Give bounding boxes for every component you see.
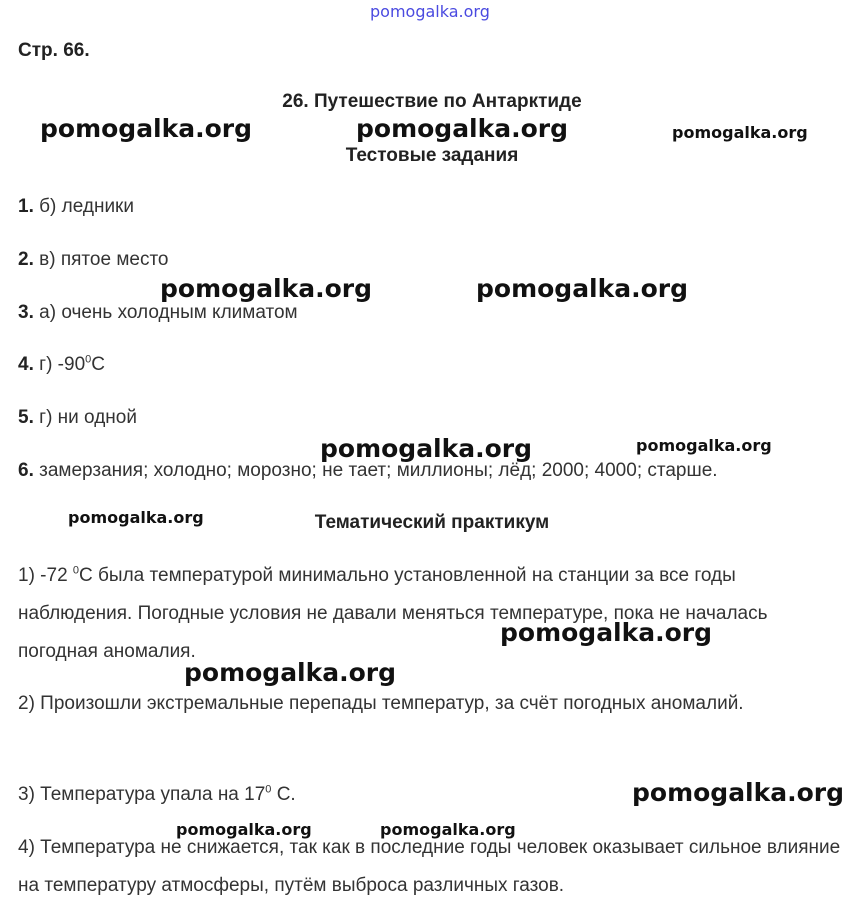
answer-number: 4. (18, 354, 34, 375)
watermark: pomogalka.org (176, 820, 312, 839)
watermark: pomogalka.org (320, 434, 533, 463)
practicum-paragraph (18, 557, 848, 671)
practicum-title: Тематический практикум (314, 512, 550, 533)
watermark: pomogalka.org (68, 508, 204, 527)
watermark: pomogalka.org (356, 114, 569, 143)
answer-text: б) ледники (39, 196, 134, 217)
paragraph-text: 1) -72 (18, 565, 73, 586)
answer-number: 5. (18, 407, 34, 428)
degree-superscript: 0 (85, 353, 92, 366)
answer-number: 3. (18, 302, 34, 323)
answer-number: 1. (18, 196, 34, 217)
answer-item (18, 249, 169, 271)
degree-superscript: 0 (72, 564, 80, 577)
answer-item (18, 460, 718, 482)
answer-text-unit: С (91, 354, 105, 375)
watermark: pomogalka.org (636, 436, 772, 455)
watermark: pomogalka.org (476, 274, 689, 303)
answer-text: в) пятое место (39, 249, 169, 270)
answer-number: 2. (18, 249, 34, 270)
paragraph-text: 3) Температура упала на 17 (18, 784, 266, 805)
paragraph-text: 4) Температура не снижается, так как в последние годы человек оказывает сильное влияние на температуру атмосферы, путём выброса различных газов. (18, 837, 841, 896)
section-title: 26. Путешествие по Антарктиде (282, 91, 582, 112)
paragraph-text: 2) Произошли экстремальные перепады температур, за счёт погодных аномалий. (18, 693, 744, 714)
answer-text: замерзания; холодно; морозно; не тает; миллионы; лёд; 2000; 4000; старше. (39, 460, 718, 481)
answer-item (18, 196, 134, 218)
degree-superscript: 0 (265, 783, 272, 796)
section-subtitle: Тестовые задания (345, 145, 519, 166)
watermark: pomogalka.org (632, 778, 845, 807)
practicum-paragraph (18, 685, 848, 723)
answer-text: а) очень холодным климатом (39, 302, 298, 323)
answer-text: г) ни одной (39, 407, 137, 428)
page-label: Стр. 66. (18, 40, 90, 61)
answer-item (18, 302, 298, 324)
watermark: pomogalka.org (160, 274, 373, 303)
watermark-top: pomogalka.org (370, 2, 490, 21)
paragraph-text: С. (271, 784, 296, 805)
practicum-paragraph (18, 829, 848, 905)
watermark: pomogalka.org (380, 820, 516, 839)
answer-item (18, 407, 137, 429)
answer-number: 6. (18, 460, 34, 481)
answer-item (18, 354, 105, 376)
paragraph-text: С была температурой минимально установленной на станции за все годы наблюдения. Погодные условия не давали меняться температуре, пока не началась погодная аномалия. (18, 565, 768, 662)
watermark: pomogalka.org (500, 618, 713, 647)
watermark: pomogalka.org (40, 114, 253, 143)
watermark: pomogalka.org (184, 658, 397, 687)
answer-text: г) -90 (39, 354, 86, 375)
watermark: pomogalka.org (672, 123, 808, 142)
